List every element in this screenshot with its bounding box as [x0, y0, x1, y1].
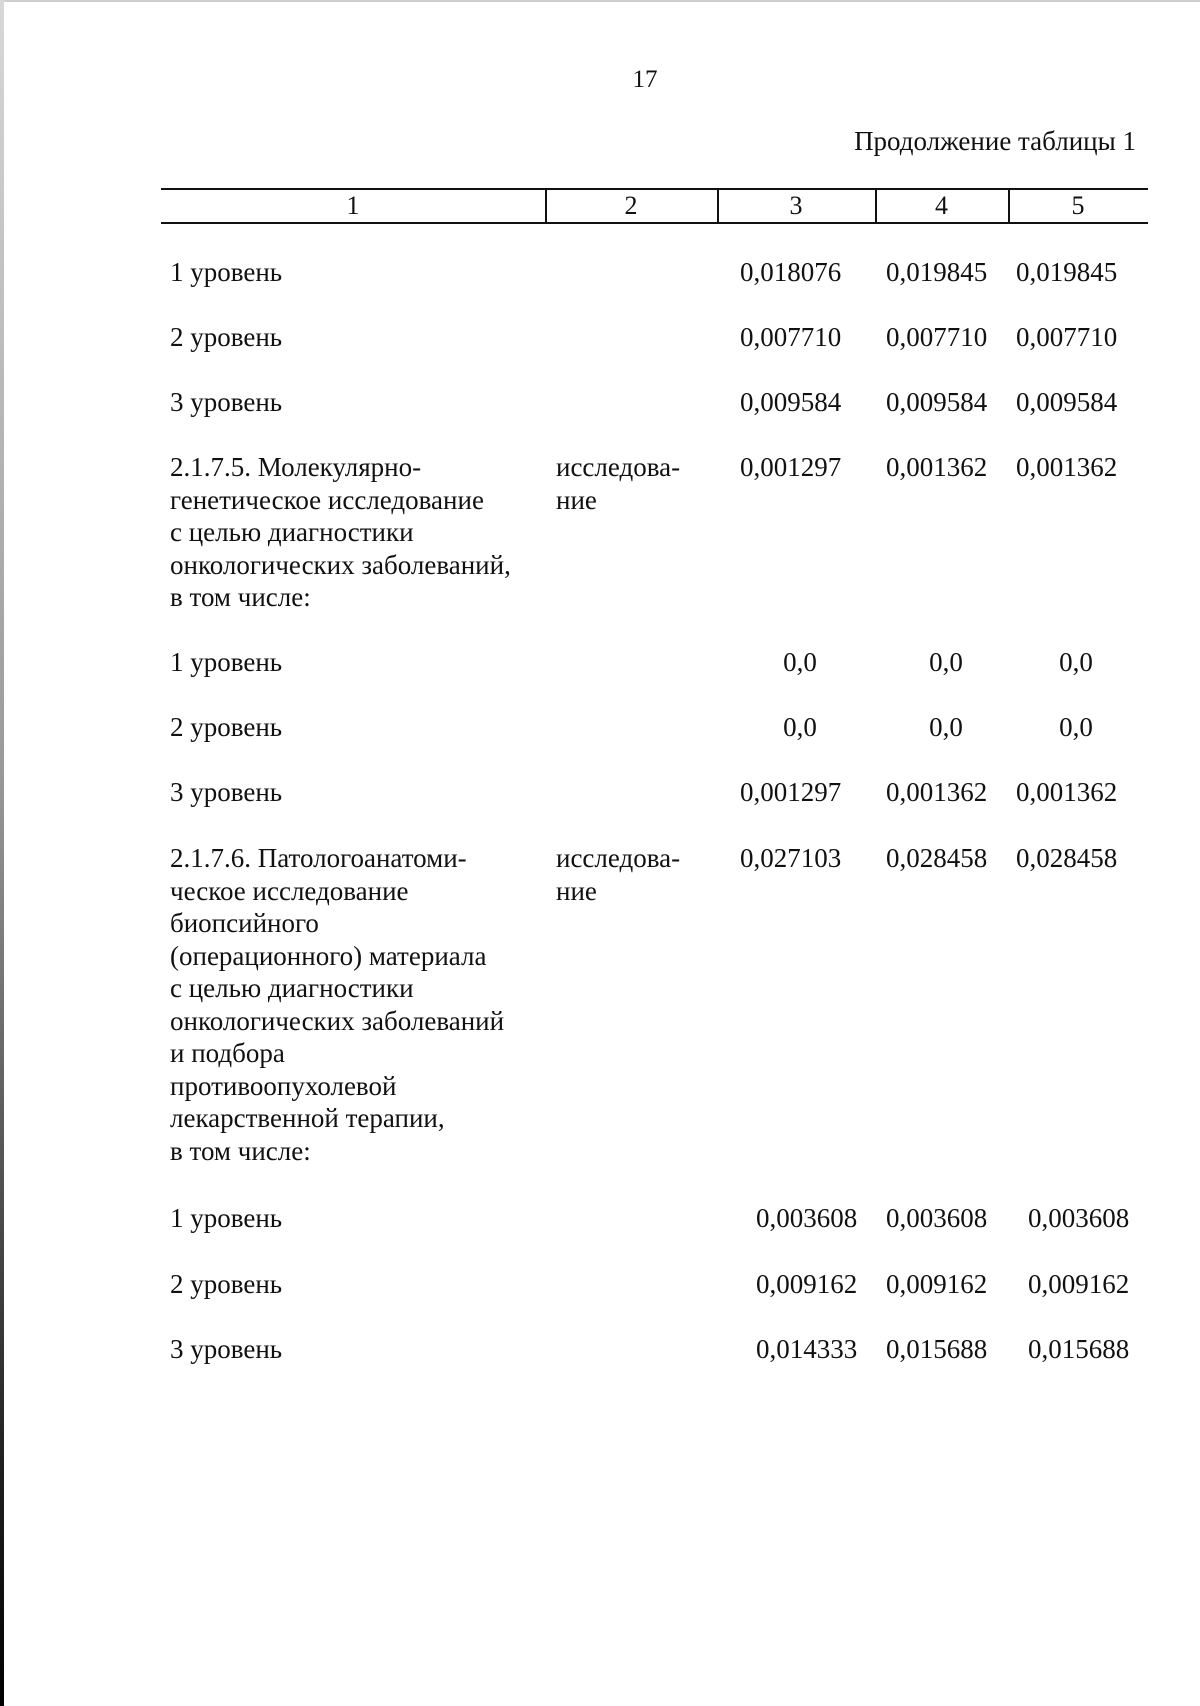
header-top-rule	[161, 188, 1148, 190]
row-value-col3: 0,001297	[740, 777, 842, 807]
row-value-col4: 0,001362	[886, 452, 988, 482]
row-value-col4: 0,001362	[886, 777, 988, 807]
row-label: 2.1.7.5. Молекулярно- генетическое исследование с целью диагностики онкологических заболеваний, в том числе:	[170, 452, 511, 612]
row-value-col5: 0,003608	[1028, 1203, 1130, 1233]
row-value-col4: 0,015688	[886, 1334, 988, 1364]
row-value-col5: 0,015688	[1028, 1334, 1130, 1364]
row-value-col4: 0,009162	[886, 1269, 988, 1299]
row-value-col5: 0,007710	[1016, 322, 1118, 352]
page-top-edge	[0, 0, 1200, 2]
row-value-col3: 0,001297	[740, 452, 842, 482]
row-label: 2 уровень	[170, 712, 283, 742]
row-value-col5: 0,001362	[1016, 452, 1118, 482]
header-cell-1: 1	[346, 191, 360, 220]
row-value-col4: 0,019845	[886, 257, 988, 287]
page-left-edge	[0, 0, 4, 1706]
row-value-col3: 0,027103	[740, 843, 842, 873]
row-value-col3: 0,018076	[740, 257, 842, 287]
header-bottom-rule	[161, 222, 1148, 224]
row-value-col4: 0,0	[929, 712, 963, 742]
row-label: 1 уровень	[170, 1203, 283, 1233]
row-value-col4: 0,003608	[886, 1203, 988, 1233]
row-value-col3: 0,007710	[740, 322, 842, 352]
row-label: 1 уровень	[170, 647, 283, 677]
header-cell-3: 3	[789, 191, 803, 220]
row-value-col5: 0,001362	[1016, 777, 1118, 807]
table-continuation-caption: Продолжение таблицы 1	[854, 126, 1136, 156]
row-value-col3: 0,014333	[756, 1334, 858, 1364]
row-value-col4: 0,007710	[886, 322, 988, 352]
row-value-col5: 0,009584	[1016, 387, 1118, 417]
row-label: 2 уровень	[170, 1269, 283, 1299]
row-label: 3 уровень	[170, 777, 283, 807]
row-value-col3: 0,003608	[756, 1203, 858, 1233]
row-value-col5: 0,0	[1059, 712, 1093, 742]
page-number: 17	[632, 66, 658, 93]
row-unit: исследова- ние	[556, 452, 681, 515]
row-value-col3: 0,009584	[740, 387, 842, 417]
header-cell-5: 5	[1071, 191, 1085, 220]
row-label: 2.1.7.6. Патологоанатоми- ческое исследование биопсийного (операционного) материала с целью диагностики онкологических заболеваний и подбора противоопухолевой лекарственной терапии, в том числе:	[170, 843, 505, 1166]
row-value-col4: 0,009584	[886, 387, 988, 417]
row-value-col4: 0,0	[929, 647, 963, 677]
row-value-col3: 0,009162	[756, 1269, 858, 1299]
row-unit: исследова- ние	[556, 843, 681, 906]
table-header	[161, 188, 1148, 224]
row-value-col5: 0,0	[1059, 647, 1093, 677]
row-value-col5: 0,028458	[1016, 843, 1118, 873]
row-label: 2 уровень	[170, 322, 283, 352]
row-value-col5: 0,009162	[1028, 1269, 1130, 1299]
row-label: 3 уровень	[170, 387, 283, 417]
row-label: 3 уровень	[170, 1334, 283, 1364]
row-value-col3: 0,0	[783, 712, 817, 742]
row-value-col3: 0,0	[783, 647, 817, 677]
header-cell-2: 2	[624, 191, 638, 220]
row-value-col4: 0,028458	[886, 843, 988, 873]
row-label: 1 уровень	[170, 257, 283, 287]
header-cell-4: 4	[935, 191, 948, 220]
row-value-col5: 0,019845	[1016, 257, 1118, 287]
